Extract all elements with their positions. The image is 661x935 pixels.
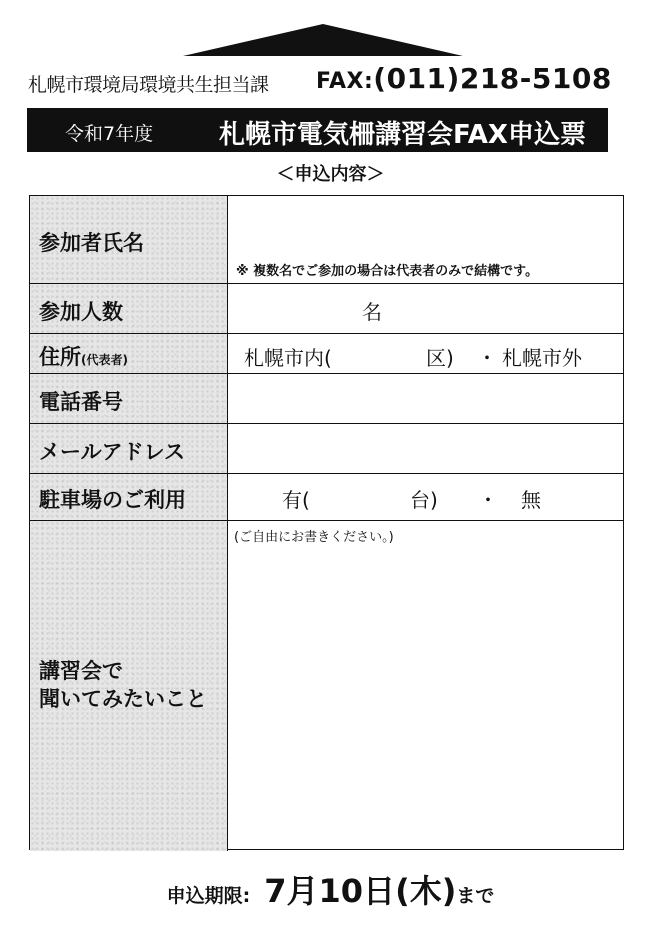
participant-count-field[interactable]	[228, 284, 623, 333]
deadline-suffix: まで	[456, 885, 495, 907]
parking-field[interactable]	[228, 474, 623, 520]
questions-hint: (ご自由にお書きください。)	[234, 530, 394, 545]
label-cell	[30, 521, 228, 851]
label-cell	[30, 284, 228, 333]
fax-number-value: (011)218-5108	[373, 62, 612, 95]
participant-name-note: ※ 複数名でご参加の場合は代表者のみで結構です。	[236, 264, 539, 279]
address-label-text: 住所	[39, 345, 81, 369]
questions-label-line1: 講習会で	[39, 659, 123, 683]
deadline-label: 申込期限:	[166, 885, 251, 907]
up-arrow-icon	[183, 24, 463, 56]
row-participant-name	[30, 196, 623, 284]
parking-label: 駐車場のご利用	[39, 488, 186, 512]
count-unit: 名	[362, 300, 382, 324]
option-outside-sapporo: 札幌市外	[502, 346, 582, 370]
address-separator: ・	[477, 346, 497, 370]
parking-yes: 有(	[282, 488, 310, 512]
label-cell	[30, 334, 228, 373]
phone-label: 電話番号	[39, 390, 123, 414]
address-label	[39, 341, 128, 371]
deadline	[0, 866, 661, 912]
row-email	[30, 424, 623, 474]
questions-field[interactable]	[228, 521, 623, 851]
page-title: 札幌市電気柵講習会FAX申込票	[219, 120, 586, 150]
fax-label: FAX:	[316, 69, 374, 94]
participant-name-label: 参加者氏名	[39, 231, 144, 255]
option-inside-sapporo: 札幌市内(	[244, 346, 332, 370]
label-cell	[30, 374, 228, 423]
label-cell	[30, 474, 228, 520]
section-heading: ＜申込内容＞	[276, 164, 385, 185]
department-name: 札幌市環境局環境共生担当課	[28, 74, 269, 96]
parking-no: 無	[521, 488, 541, 512]
email-label: メールアドレス	[39, 440, 185, 464]
title-bar	[27, 108, 608, 152]
row-participant-count	[30, 284, 623, 334]
parking-car-count-unit: 台)	[410, 488, 438, 512]
label-cell	[30, 196, 228, 283]
address-field[interactable]	[228, 334, 623, 373]
title-year: 令和7年度	[65, 123, 154, 145]
participant-count-label: 参加人数	[39, 300, 123, 324]
label-cell	[30, 424, 228, 473]
fax-number	[316, 62, 612, 95]
phone-field[interactable]	[228, 374, 623, 423]
row-questions	[30, 521, 623, 851]
row-parking	[30, 474, 623, 521]
application-form	[29, 195, 624, 850]
parking-separator: ・	[478, 488, 498, 512]
participant-name-field[interactable]	[228, 196, 623, 283]
row-address	[30, 334, 623, 374]
row-phone	[30, 374, 623, 424]
ward-label: 区)	[426, 346, 454, 370]
questions-label-line2: 聞いてみたいこと	[39, 687, 207, 711]
deadline-date: 7月10日(木)	[264, 872, 457, 910]
address-label-note: (代表者)	[81, 353, 128, 367]
email-field[interactable]	[228, 424, 623, 473]
